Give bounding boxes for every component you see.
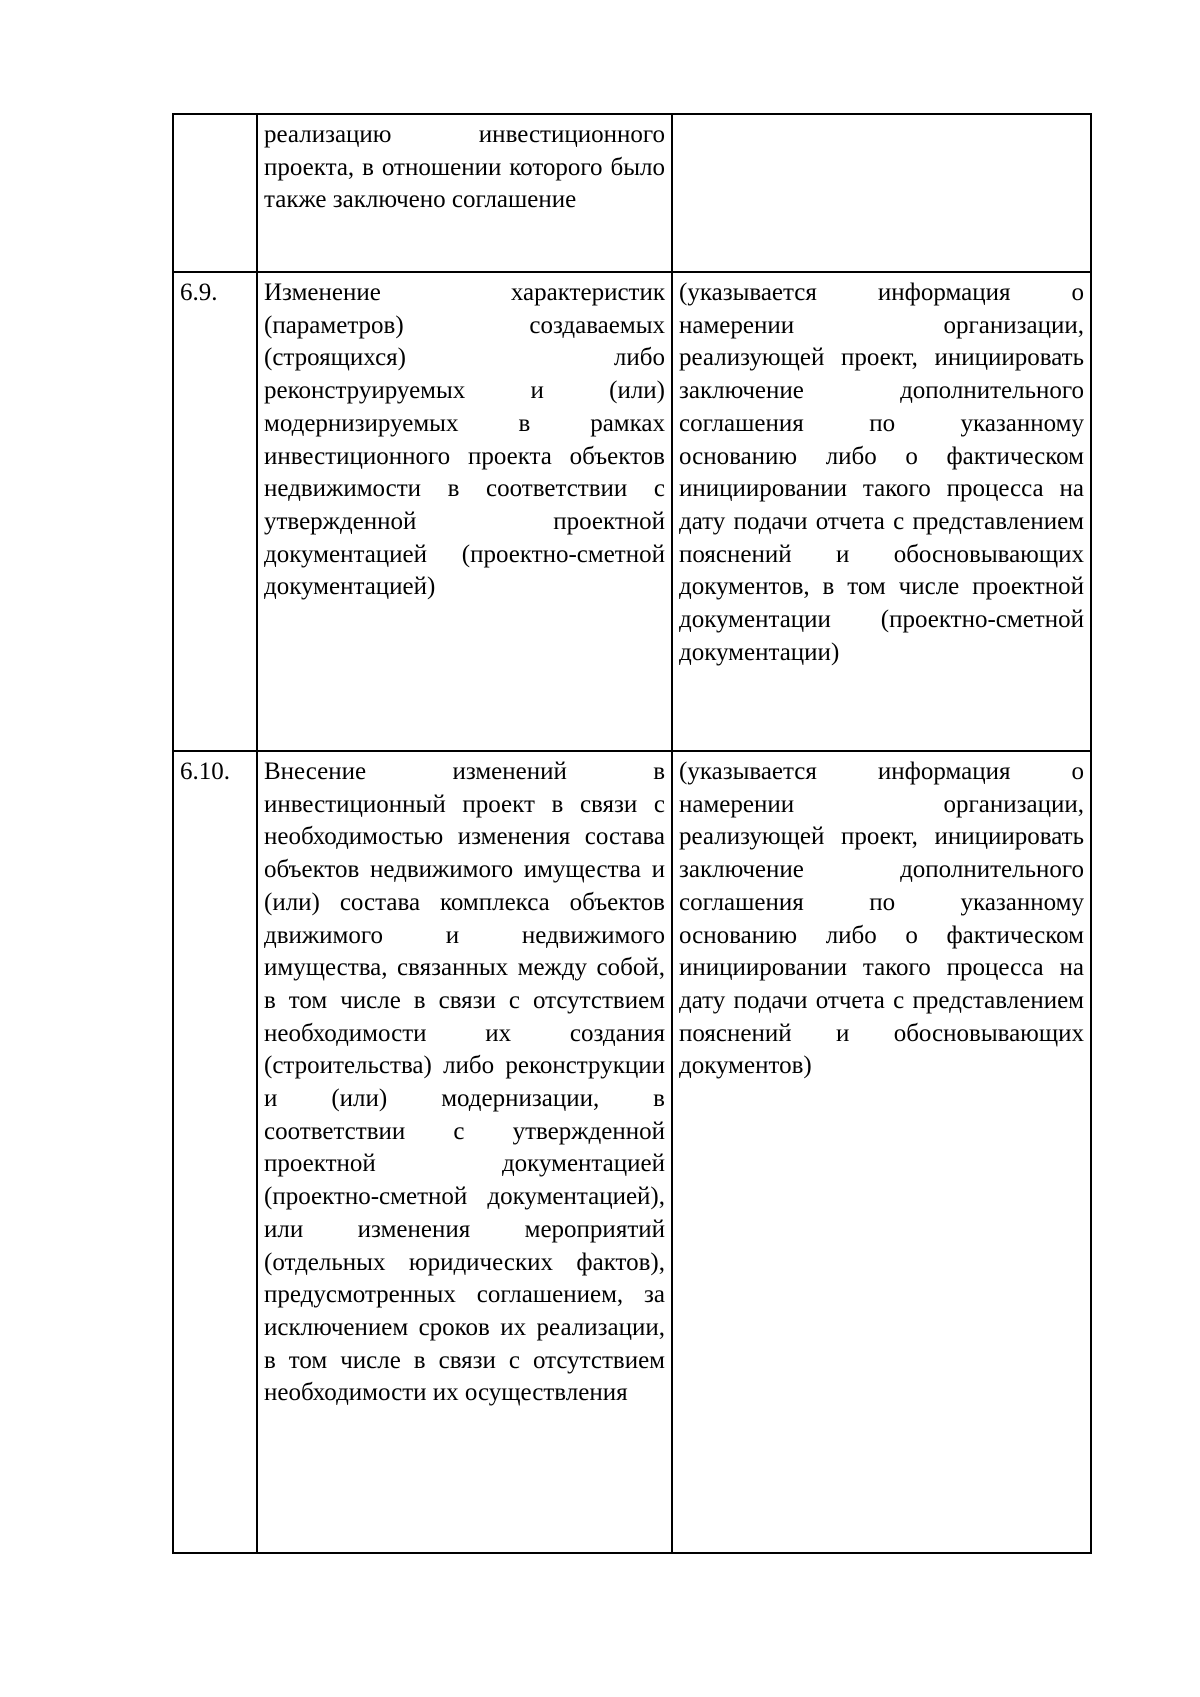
row-name-cell: реализацию инвестиционного проекта, в отношении которого было также заключено соглашение <box>257 114 672 272</box>
row-info-cell: (указывается информация о намерении организации, реализующей проект, инициировать заключение дополнительного соглашения по указанному основанию либо о фактическом инициировании такого процесса на дату подачи отчета с представлением пояснений и обосновывающих документов, в том числе проектной документации (проектно-сметной документации) <box>672 272 1091 751</box>
row-number-cell: 6.9. <box>173 272 257 751</box>
row-info-cell: (указывается информация о намерении организации, реализующей проект, инициировать заключение дополнительного соглашения по указанному основанию либо о фактическом инициировании такого процесса на дату подачи отчета с представлением пояснений и обосновывающих документов) <box>672 751 1091 1553</box>
row-name-cell: Внесение изменений в инвестиционный проект в связи с необходимостью изменения состава объектов недвижимого имущества и (или) состава комплекса объектов движимого и недвижимого имущества, связанных между собой, в том числе в связи с отсутствием необходимости их создания (строительства) либо реконструкции и (или) модернизации, в соответствии с утвержденной проектной документацией (проектно-сметной документацией), или изменения мероприятий (отдельных юридических фактов), предусмотренных соглашением, за исключением сроков их реализации, в том числе в связи с отсутствием необходимости их осуществления <box>257 751 672 1553</box>
row-info-cell <box>672 114 1091 272</box>
row-number-cell: 6.10. <box>173 751 257 1553</box>
row-name-cell: Изменение характеристик (параметров) создаваемых (строящихся) либо реконструируемых и (или) модернизируемых в рамках инвестиционного проекта объектов недвижимости в соответствии с утвержденной проектной документацией (проектно-сметной документацией) <box>257 272 672 751</box>
table-row <box>173 272 1091 751</box>
row-number-cell <box>173 114 257 272</box>
report-table <box>172 113 1092 1554</box>
table-row <box>173 751 1091 1553</box>
table-row <box>173 114 1091 272</box>
